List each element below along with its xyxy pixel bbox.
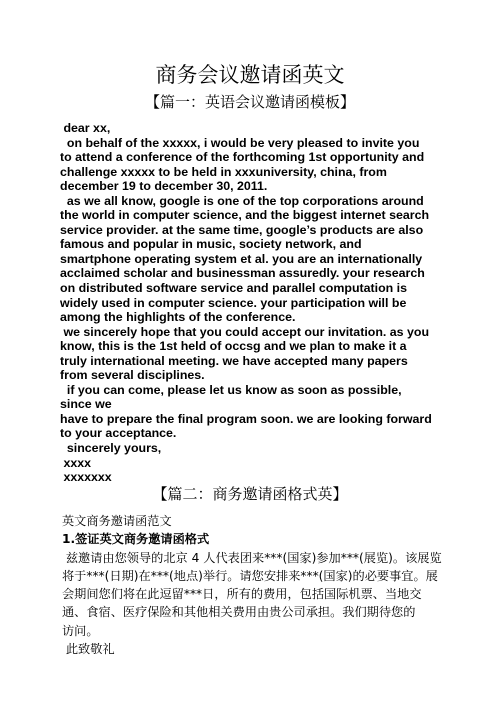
letter-line: widely used in computer science. your participation will be xyxy=(60,295,407,310)
letter-line: since we xyxy=(60,397,112,412)
letter-line: smartphone operating system et al. you are an internationally xyxy=(60,251,423,266)
letter-line: sincerely yours, xyxy=(60,441,162,456)
letter-line: among the highlights of the conference. xyxy=(60,310,296,325)
cn-line: 会期间您们将在此逗留***日，所有的费用，包括国际机票、当地交 xyxy=(62,587,422,602)
section-one-heading: 【篇一：英语会议邀请函模板】 xyxy=(144,93,355,111)
letter-line: service provider. at the same time, google’s products are also xyxy=(60,222,424,237)
letter-line: dear xx, xyxy=(60,121,111,135)
letter-line: we sincerely hope that you could accept our invitation. as you xyxy=(60,324,430,339)
english-letter xyxy=(60,121,440,485)
letter-line: to your acceptance. xyxy=(60,426,177,441)
cn-line: 英文商务邀请函范文 xyxy=(62,514,172,528)
letter-line: on behalf of the xxxxx, i would be very pleased to invite you xyxy=(60,135,420,150)
letter-line: have to prepare the final program soon. we are looking forward xyxy=(60,411,432,426)
letter-line: xxxxxxx xyxy=(60,470,112,485)
letter-line: the world in computer science, and the biggest internet search xyxy=(60,208,430,223)
chinese-letter xyxy=(62,512,442,658)
letter-line: truly international meeting. we have accepted many papers xyxy=(60,353,408,368)
letter-line: from several disciplines. xyxy=(60,368,205,383)
letter-line: to attend a conference of the forthcoming 1st opportunity and xyxy=(60,150,425,165)
letter-line: as we all know, google is one of the top corporations around xyxy=(60,193,424,208)
cn-line: 此致敬礼 xyxy=(62,642,115,657)
cn-line: 将于***(日期)在***(地点)举行。请您安排来***(国家)的必要事宜。展 xyxy=(62,568,438,583)
cn-line: 通、食宿、医疗保险和其他相关费用由贵公司承担。我们期待您的 xyxy=(62,605,416,620)
letter-line: december 19 to december 30, 2011. xyxy=(60,179,268,194)
letter-line: on distributed software service and parallel computation is xyxy=(60,281,408,296)
cn-line: 访问。 xyxy=(62,623,99,638)
document-title: 商务会议邀请函英文 xyxy=(155,63,345,87)
letter-line: challenge xxxxx to be held in xxxuniversity, china, from xyxy=(60,164,387,179)
letter-line: know, this is the 1st held of occsg and we plan to make it a xyxy=(60,339,407,354)
letter-line: acclaimed scholar and businessman assuredly. your research xyxy=(60,266,425,281)
letter-line: if you can come, please let us know as soon as possible, xyxy=(60,382,402,397)
cn-line: 兹邀请由您领导的北京 4 人代表团来***(国家)参加***(展览)。该展览 xyxy=(62,550,442,565)
cn-line: 1.签证英文商务邀请函格式 xyxy=(62,532,210,547)
letter-line: famous and popular in music, society network, and xyxy=(60,237,362,252)
letter-line: xxxx xyxy=(60,455,92,470)
section-two-heading: 【篇二：商务邀请函格式英】 xyxy=(152,485,348,503)
